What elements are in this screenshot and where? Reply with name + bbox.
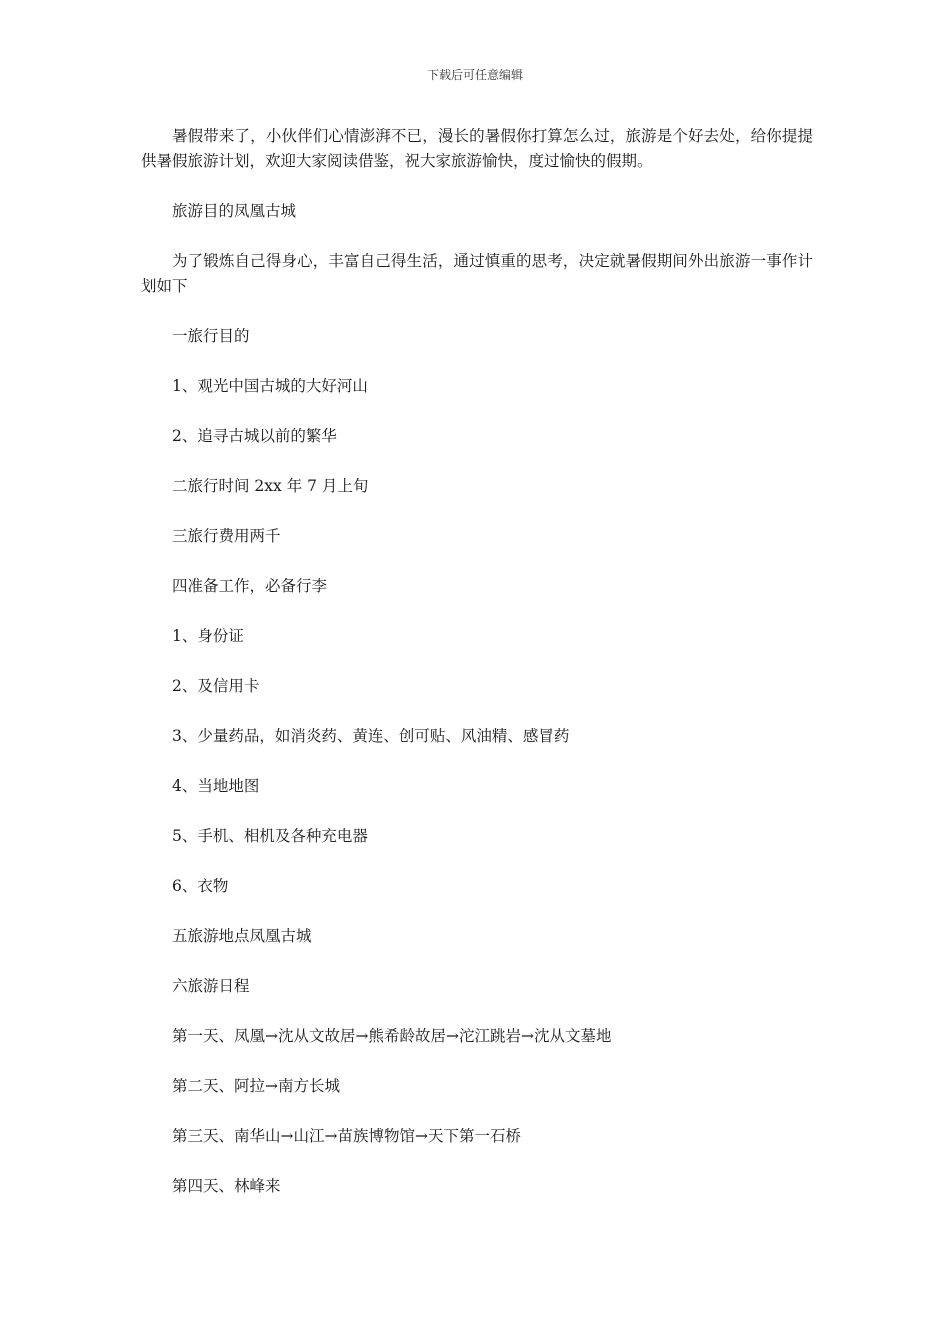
section1-item-1: 1、观光中国古城的大好河山 <box>172 377 368 395</box>
section1-title: 一旅行目的 <box>172 327 250 345</box>
section4-item-5: 5、手机、相机及各种充电器 <box>172 827 368 845</box>
intro-paragraph: 暑假带来了，小伙伴们心情澎湃不已，漫长的暑假你打算怎么过，旅游是个好去处，给你提提供暑假旅游计划，欢迎大家阅读借鉴，祝大家旅游愉快，度过愉快的假期。 <box>141 127 813 170</box>
itinerary-day-2: 第二天、阿拉→南方长城 <box>172 1077 340 1095</box>
section5-location: 五旅游地点凤凰古城 <box>172 927 312 945</box>
header-note: 下载后可任意编辑 <box>426 68 523 82</box>
section1-item-2: 2、追寻古城以前的繁华 <box>172 427 337 445</box>
destination-line: 旅游目的凤凰古城 <box>172 202 297 220</box>
section4-item-2: 2、及信用卡 <box>172 677 260 695</box>
section4-item-1: 1、身份证 <box>172 627 244 645</box>
section4-title: 四准备工作，必备行李 <box>172 577 328 595</box>
section2-time: 二旅行时间 2xx 年 7 月上旬 <box>172 477 369 495</box>
section3-cost: 三旅行费用两千 <box>172 527 281 545</box>
purpose-paragraph: 为了锻炼自己得身心，丰富自己得生活，通过慎重的思考，决定就暑假期间外出旅游一事作计划如下 <box>141 252 813 295</box>
section6-title: 六旅游日程 <box>172 977 250 995</box>
itinerary-day-3: 第三天、南华山→山江→苗族博物馆→天下第一石桥 <box>172 1127 521 1145</box>
itinerary-day-4: 第四天、林峰来 <box>172 1177 281 1195</box>
section4-item-4: 4、当地地图 <box>172 777 260 795</box>
document-body <box>141 124 813 1199</box>
section4-item-3: 3、少量药品，如消炎药、黄连、创可贴、风油精、感冒药 <box>172 727 570 745</box>
section4-item-6: 6、衣物 <box>172 877 229 895</box>
itinerary-day-1: 第一天、凤凰→沈从文故居→熊希龄故居→沱江跳岩→沈从文墓地 <box>172 1027 612 1045</box>
